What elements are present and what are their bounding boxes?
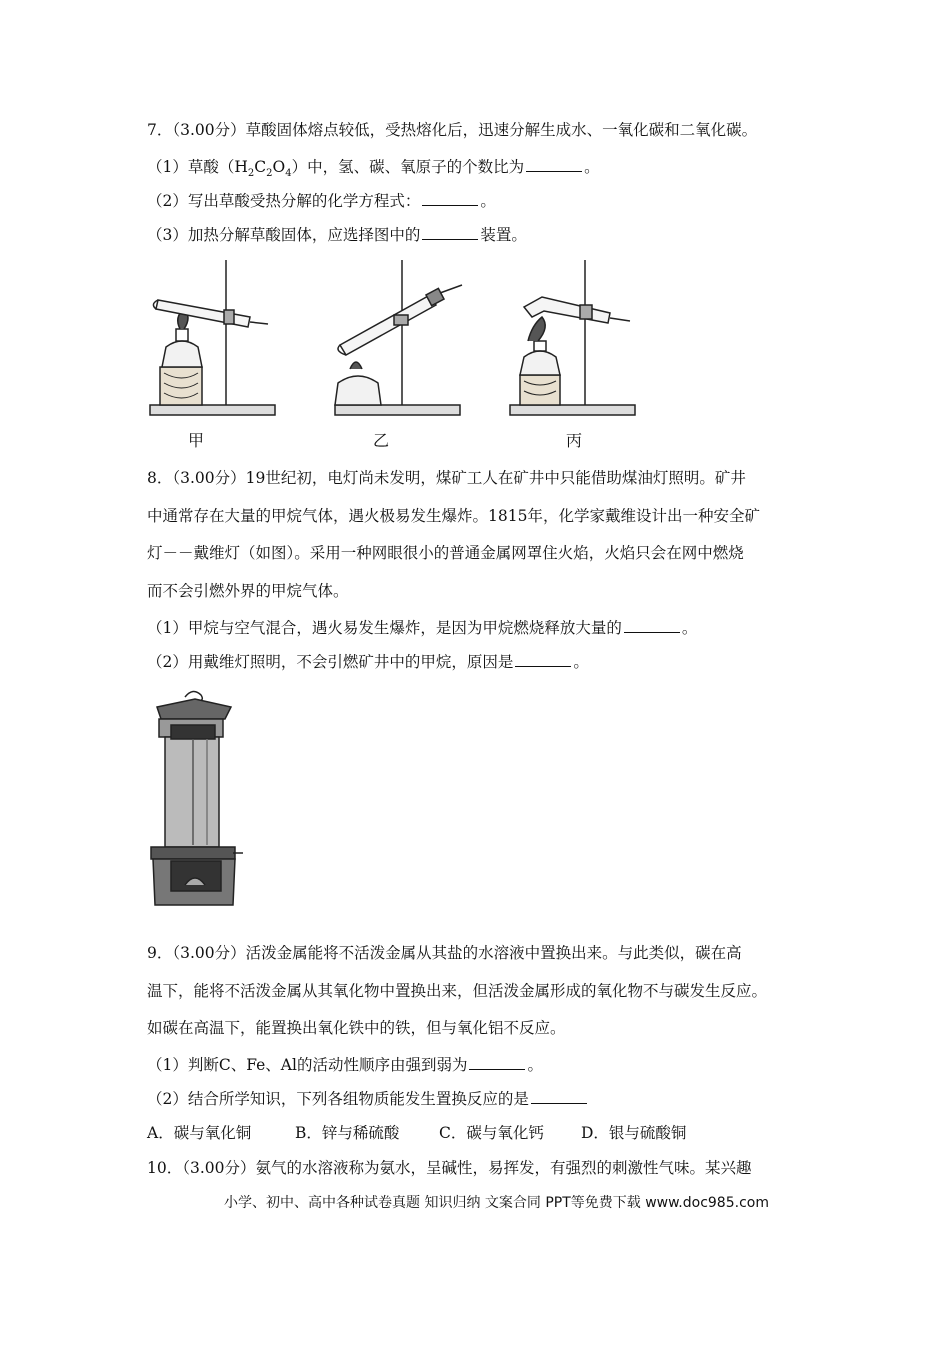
q9-part1: （1）判断C、Fe、Al的活动性顺序由强到弱为 。	[147, 1056, 543, 1074]
page-footer: 小学、初中、高中各种试卷真题 知识归纳 文案合同 PPT等免费下载 www.doc985.com	[224, 1195, 769, 1211]
q8-line2: 中通常存在大量的甲烷气体，遇火极易发生爆炸。1815年，化学家戴维设计出一种安全矿	[147, 507, 760, 525]
answer-blank	[526, 157, 582, 172]
q8-line1: 8．（3.00分）19世纪初，电灯尚未发明，煤矿工人在矿井中只能借助煤油灯照明。矿井	[147, 469, 746, 487]
q7-part3: （3）加热分解草酸固体，应选择图中的 装置。	[147, 226, 527, 244]
q7-part1: （1）草酸$(H_2C_2O_4)$中，氢、碳、氧原子的个数比为 。	[147, 158, 600, 180]
q9-line3: 如碳在高温下，能置换出氧化铁中的铁，但与氧化铝不反应。	[147, 1019, 566, 1037]
q9-line1: 9．（3.00分）活泼金属能将不活泼金属从其盐的水溶液中置换出来。与此类似，碳在高	[147, 944, 742, 962]
option-b: B．锌与稀硫酸	[295, 1124, 400, 1142]
figure-label-jia: 甲	[188, 431, 205, 450]
answer-blank	[531, 1089, 587, 1104]
figure-label-bing: 丙	[566, 431, 583, 450]
q8-line3: 灯－－戴维灯（如图）。采用一种网眼很小的普通金属网罩住火焰，火焰只会在网中燃烧	[147, 544, 744, 562]
answer-blank	[469, 1055, 525, 1070]
q7-part2: （2）写出草酸受热分解的化学方程式： 。	[147, 192, 496, 210]
q9-part2: （2）结合所学知识，下列各组物质能发生置换反应的是	[147, 1088, 589, 1110]
q9-options	[147, 1122, 686, 1144]
q9-line2: 温下，能将不活泼金属从其氧化物中置换出来，但活泼金属形成的氧化物不与碳发生反应。	[147, 982, 768, 1000]
q10-line1: 10．（3.00分）氨气的水溶液称为氨水，呈碱性，易挥发，有强烈的刺激性气味。某兴趣	[147, 1159, 752, 1177]
q8-part1: （1）甲烷与空气混合，遇火易发生爆炸，是因为甲烷燃烧释放大量的 。	[147, 619, 698, 637]
q8-line4: 而不会引燃外界的甲烷气体。	[147, 582, 349, 600]
option-d: D．银与硫酸铜	[581, 1124, 687, 1142]
answer-blank	[515, 652, 571, 667]
option-c: C．碳与氧化钙	[439, 1124, 544, 1142]
answer-blank	[422, 225, 478, 240]
option-a: A．碳与氧化铜	[147, 1124, 252, 1142]
q7-stem: 7．（3.00分）草酸固体熔点较低，受热熔化后，迅速分解生成水、一氧化碳和二氧化碳。	[147, 121, 758, 139]
answer-blank	[422, 191, 478, 206]
answer-blank	[624, 618, 680, 633]
apparatus-figure	[140, 255, 640, 455]
figure-label-yi: 乙	[373, 431, 390, 450]
davy-lamp-image	[145, 685, 245, 915]
q8-part2: （2）用戴维灯照明，不会引燃矿井中的甲烷，原因是 。	[147, 653, 589, 671]
